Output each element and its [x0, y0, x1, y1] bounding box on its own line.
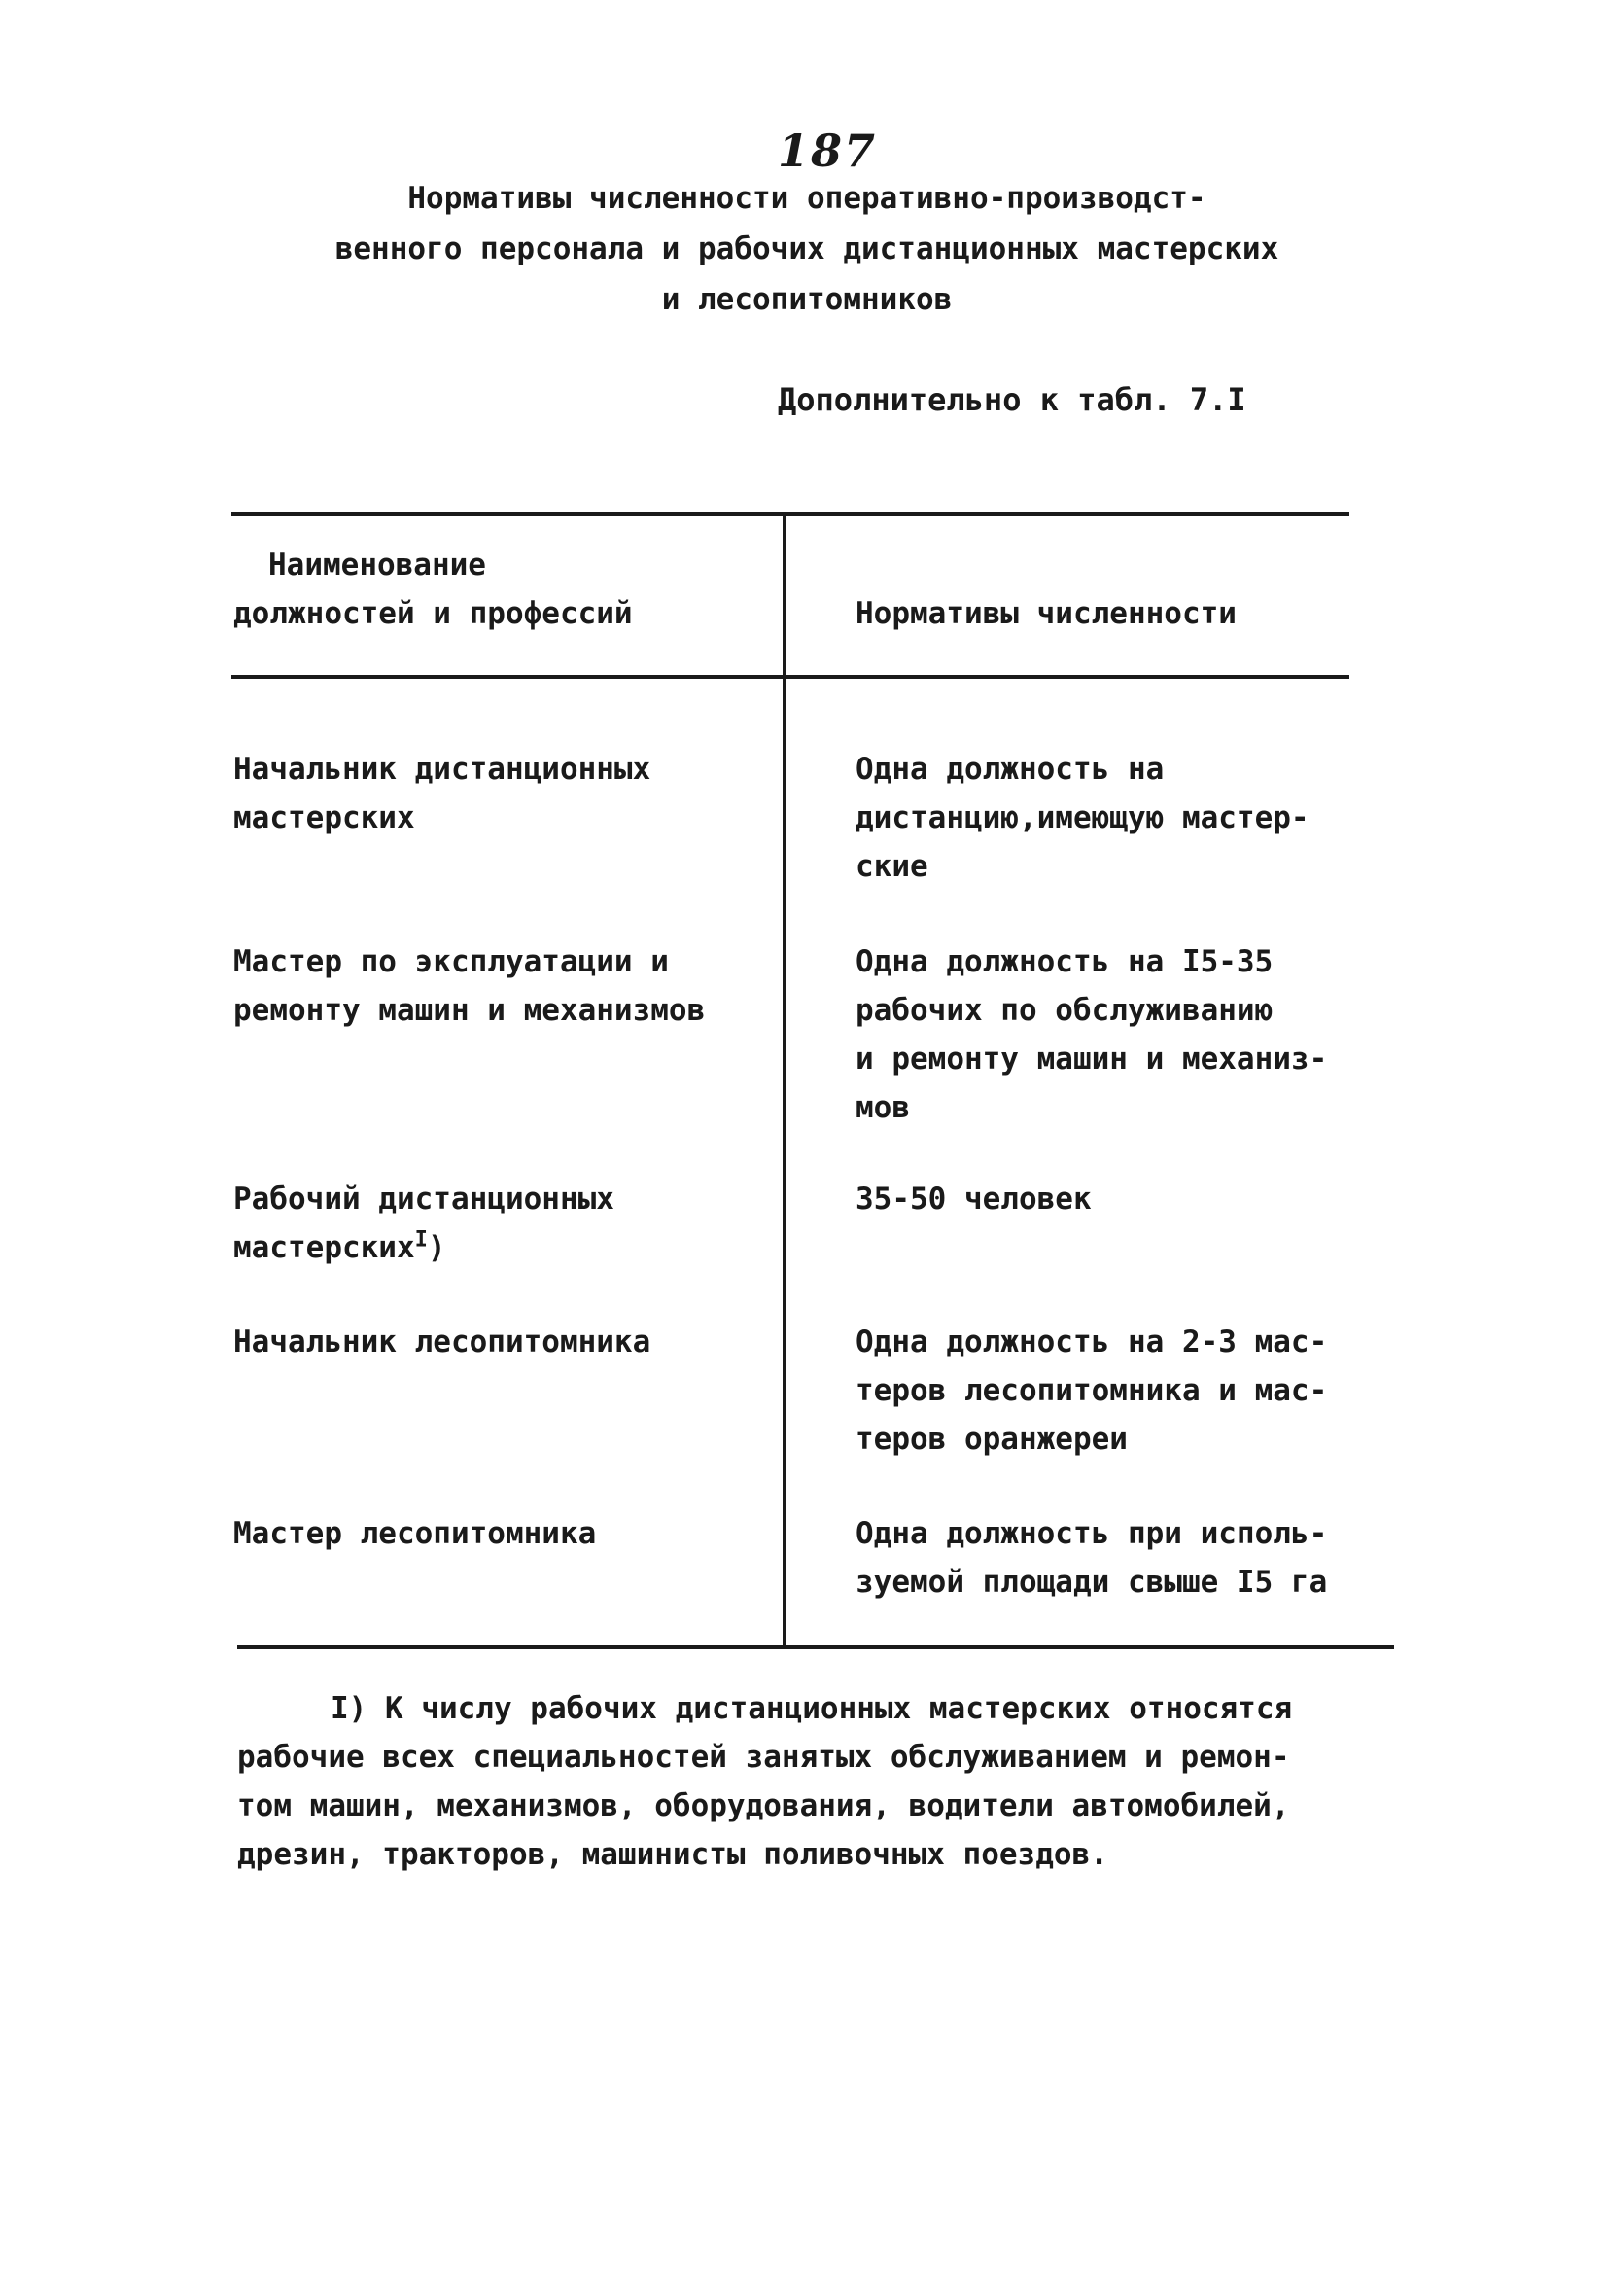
row-1-norm-line-2: дистанцию,имеющую мастер-	[856, 800, 1310, 835]
footnote-line-3: том машин, механизмов, оборудования, водители автомобилей,	[237, 1788, 1290, 1823]
row-2-position	[233, 937, 705, 1035]
row-5-norm-line-1: Одна должность при исполь-	[856, 1516, 1328, 1551]
title-line-1: Нормативы численности оперативно-производст-	[407, 181, 1206, 216]
footnote-line-2: рабочие всех специальностей занятых обслуживанием и ремон-	[237, 1740, 1290, 1775]
footnote-line-1: I) К числу рабочих дистанционных мастерских относятся	[331, 1691, 1293, 1726]
row-3-position-line-1: Рабочий дистанционных	[233, 1182, 614, 1217]
row-4-position-line-1: Начальник лесопитомника	[233, 1325, 651, 1360]
table-bottom-rule	[237, 1645, 1394, 1649]
row-4-norm-line-1: Одна должность на 2-3 мас-	[856, 1325, 1328, 1360]
title-line-2: венного персонала и рабочих дистанционных мастерских	[334, 231, 1279, 266]
row-1-position-line-1: Начальник дистанционных	[233, 752, 651, 787]
row-3-position-line-2-text: мастерских	[233, 1230, 415, 1265]
footnote	[237, 1684, 1394, 1879]
row-4-norm	[856, 1318, 1327, 1464]
row-2-position-line-1: Мастер по эксплуатации и	[233, 944, 669, 979]
row-1-position-line-2: мастерских	[233, 800, 415, 835]
row-2-position-line-2: ремонту машин и механизмов	[233, 993, 706, 1028]
footnote-marker-close: )	[427, 1230, 446, 1265]
page-number: 187	[778, 124, 878, 177]
footnote-marker: I	[414, 1227, 428, 1253]
row-5-norm-line-2: зуемой площади свыше I5 га	[856, 1565, 1328, 1600]
table-reference: Дополнительно к табл. 7.I	[778, 381, 1246, 418]
row-5-position-line-1: Мастер лесопитомника	[233, 1516, 597, 1551]
table-top-rule	[231, 512, 1349, 516]
header-norm: Нормативы численности	[856, 596, 1237, 631]
header-position	[233, 541, 633, 638]
table-header-rule	[231, 675, 1349, 679]
header-position-line-2: должностей и профессий	[233, 596, 633, 631]
row-1-norm-line-1: Одна должность на	[856, 752, 1165, 787]
row-5-position	[233, 1509, 596, 1558]
row-4-position	[233, 1318, 650, 1366]
row-4-norm-line-3: теров оранжереи	[856, 1422, 1128, 1457]
header-position-line-1: Наименование	[268, 548, 486, 583]
row-2-norm-line-2: рабочих по обслуживанию	[856, 993, 1274, 1028]
row-1-norm-line-3: ские	[856, 849, 928, 884]
row-3-position-line-2	[233, 1223, 614, 1272]
row-2-norm-line-1: Одна должность на I5-35	[856, 944, 1274, 979]
row-3-norm-line-1: 35-50 человек	[856, 1182, 1092, 1217]
row-2-norm-line-3: и ремонту машин и механиз-	[856, 1042, 1328, 1077]
row-1-position	[233, 745, 650, 842]
footnote-line-4: дрезин, тракторов, машинисты поливочных поездов.	[237, 1837, 1108, 1872]
row-4-norm-line-2: теров лесопитомника и мас-	[856, 1373, 1328, 1408]
row-3-position	[233, 1175, 614, 1272]
row-3-norm	[856, 1175, 1092, 1223]
row-1-norm	[856, 745, 1310, 891]
title-line-3: и лесопитомников	[661, 282, 953, 317]
table-column-divider	[783, 514, 786, 1647]
document-title	[253, 173, 1361, 325]
row-5-norm	[856, 1509, 1327, 1607]
row-2-norm-line-4: мов	[856, 1090, 910, 1125]
row-2-norm	[856, 937, 1327, 1132]
